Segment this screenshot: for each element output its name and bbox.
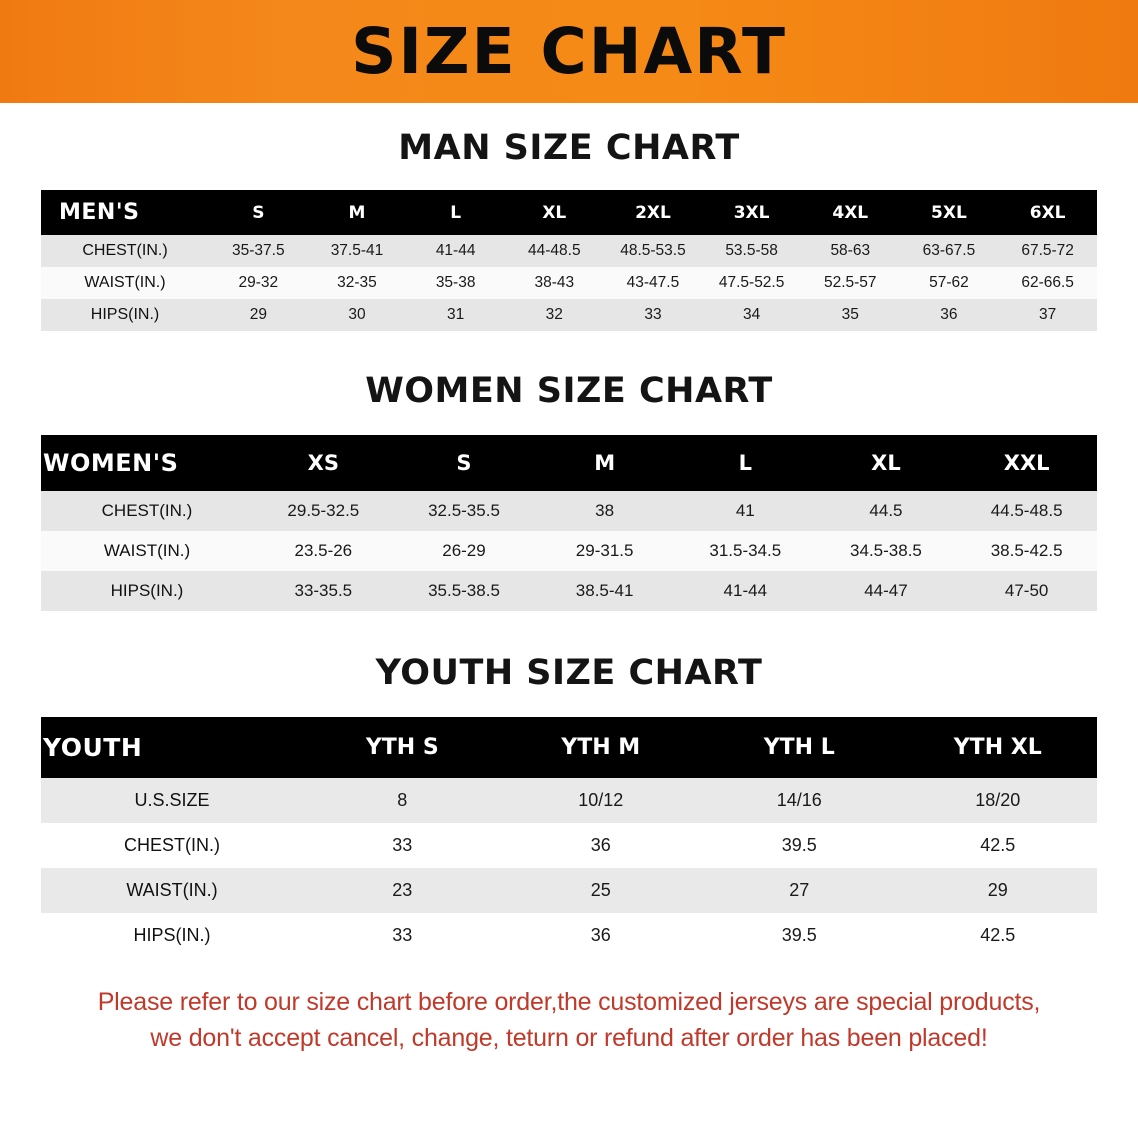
table-cell: 34.5-38.5 (816, 531, 957, 571)
table-cell: 63-67.5 (900, 235, 999, 267)
women-table-wrapper (41, 435, 1097, 611)
table-cell: 29 (899, 868, 1098, 913)
table-cell: 23 (303, 868, 502, 913)
table-cell: 42.5 (899, 823, 1098, 868)
table-header-cell: M (308, 190, 407, 235)
table-cell: 29 (209, 299, 308, 331)
table-header-cell: M (534, 435, 675, 491)
table-header-cell: YTH S (303, 717, 502, 778)
table-cell: 26-29 (394, 531, 535, 571)
table-cell: 31 (406, 299, 505, 331)
table-header-cell: 4XL (801, 190, 900, 235)
table-row (41, 778, 1097, 823)
page-banner (0, 0, 1138, 103)
table-cell: 67.5-72 (998, 235, 1097, 267)
table-cell: 25 (502, 868, 701, 913)
table-cell: 37 (998, 299, 1097, 331)
table-row (41, 235, 1097, 267)
policy-note (39, 984, 1099, 1057)
table-header-cell: YTH XL (899, 717, 1098, 778)
table-cell: 42.5 (899, 913, 1098, 958)
table-cell: 43-47.5 (604, 267, 703, 299)
table-row (41, 571, 1097, 611)
table-cell: 35-37.5 (209, 235, 308, 267)
table-cell: 62-66.5 (998, 267, 1097, 299)
table-row (41, 299, 1097, 331)
table-cell: 38 (534, 491, 675, 531)
table-header-cell: YTH L (700, 717, 899, 778)
table-header-cell: 6XL (998, 190, 1097, 235)
table-cell: 52.5-57 (801, 267, 900, 299)
table-cell: 33 (604, 299, 703, 331)
table-cell: 8 (303, 778, 502, 823)
table-header-cell: WOMEN'S (41, 435, 253, 491)
man-table-wrapper (41, 190, 1097, 331)
row-label: WAIST(IN.) (41, 267, 209, 299)
table-cell: 31.5-34.5 (675, 531, 816, 571)
youth-table-wrapper (41, 717, 1097, 958)
table-cell: 23.5-26 (253, 531, 394, 571)
table-header-cell: S (394, 435, 535, 491)
table-cell: 38-43 (505, 267, 604, 299)
table-header-cell: S (209, 190, 308, 235)
table-cell: 35.5-38.5 (394, 571, 535, 611)
man-section-heading: MAN SIZE CHART (398, 128, 740, 168)
table-cell: 47-50 (956, 571, 1097, 611)
table-cell: 29.5-32.5 (253, 491, 394, 531)
women-section-heading: WOMEN SIZE CHART (365, 371, 773, 411)
table-cell: 41-44 (406, 235, 505, 267)
table-cell: 32.5-35.5 (394, 491, 535, 531)
table-cell: 35 (801, 299, 900, 331)
table-header-cell: XL (505, 190, 604, 235)
table-cell: 41 (675, 491, 816, 531)
policy-note-line-1: Please refer to our size chart before order,the customized jerseys are special products, (97, 988, 1041, 1016)
table-header-cell: MEN'S (41, 190, 209, 235)
table-cell: 33 (303, 823, 502, 868)
row-label: WAIST(IN.) (41, 531, 253, 571)
table-cell: 36 (900, 299, 999, 331)
table-header-cell: XXL (956, 435, 1097, 491)
table-cell: 44-48.5 (505, 235, 604, 267)
table-row (41, 913, 1097, 958)
table-cell: 53.5-58 (702, 235, 801, 267)
table-cell: 34 (702, 299, 801, 331)
table-cell: 33-35.5 (253, 571, 394, 611)
row-label: CHEST(IN.) (41, 491, 253, 531)
table-cell: 32-35 (308, 267, 407, 299)
man-size-table (41, 190, 1097, 331)
table-header-row (41, 717, 1097, 778)
table-header-row (41, 435, 1097, 491)
table-cell: 32 (505, 299, 604, 331)
youth-size-table (41, 717, 1097, 958)
table-cell: 27 (700, 868, 899, 913)
table-header-cell: YOUTH (41, 717, 303, 778)
table-cell: 10/12 (502, 778, 701, 823)
table-row (41, 491, 1097, 531)
table-row (41, 868, 1097, 913)
table-cell: 44.5-48.5 (956, 491, 1097, 531)
table-cell: 39.5 (700, 913, 899, 958)
table-cell: 29-32 (209, 267, 308, 299)
table-header-cell: 2XL (604, 190, 703, 235)
table-cell: 38.5-42.5 (956, 531, 1097, 571)
table-cell: 18/20 (899, 778, 1098, 823)
row-label: HIPS(IN.) (41, 299, 209, 331)
row-label: CHEST(IN.) (41, 823, 303, 868)
youth-section-heading: YOUTH SIZE CHART (375, 653, 763, 693)
table-row (41, 267, 1097, 299)
table-row (41, 823, 1097, 868)
table-cell: 58-63 (801, 235, 900, 267)
table-header-cell: YTH M (502, 717, 701, 778)
table-header-cell: 3XL (702, 190, 801, 235)
row-label: U.S.SIZE (41, 778, 303, 823)
table-cell: 30 (308, 299, 407, 331)
table-header-cell: 5XL (900, 190, 999, 235)
table-cell: 44.5 (816, 491, 957, 531)
table-cell: 44-47 (816, 571, 957, 611)
women-size-table (41, 435, 1097, 611)
policy-note-line-2: we don't accept cancel, change, teturn or refund after order has been placed! (150, 1024, 988, 1053)
table-header-cell: XL (816, 435, 957, 491)
table-cell: 29-31.5 (534, 531, 675, 571)
table-header-cell: XS (253, 435, 394, 491)
table-cell: 37.5-41 (308, 235, 407, 267)
table-cell: 14/16 (700, 778, 899, 823)
table-cell: 48.5-53.5 (604, 235, 703, 267)
table-header-row (41, 190, 1097, 235)
table-cell: 33 (303, 913, 502, 958)
row-label: HIPS(IN.) (41, 913, 303, 958)
table-row (41, 531, 1097, 571)
row-label: WAIST(IN.) (41, 868, 303, 913)
row-label: CHEST(IN.) (41, 235, 209, 267)
row-label: HIPS(IN.) (41, 571, 253, 611)
table-cell: 41-44 (675, 571, 816, 611)
table-cell: 38.5-41 (534, 571, 675, 611)
table-cell: 36 (502, 823, 701, 868)
page-title: SIZE CHART (351, 15, 787, 88)
table-header-cell: L (675, 435, 816, 491)
table-cell: 57-62 (900, 267, 999, 299)
table-cell: 36 (502, 913, 701, 958)
table-header-cell: L (406, 190, 505, 235)
table-cell: 35-38 (406, 267, 505, 299)
table-cell: 47.5-52.5 (702, 267, 801, 299)
table-cell: 39.5 (700, 823, 899, 868)
